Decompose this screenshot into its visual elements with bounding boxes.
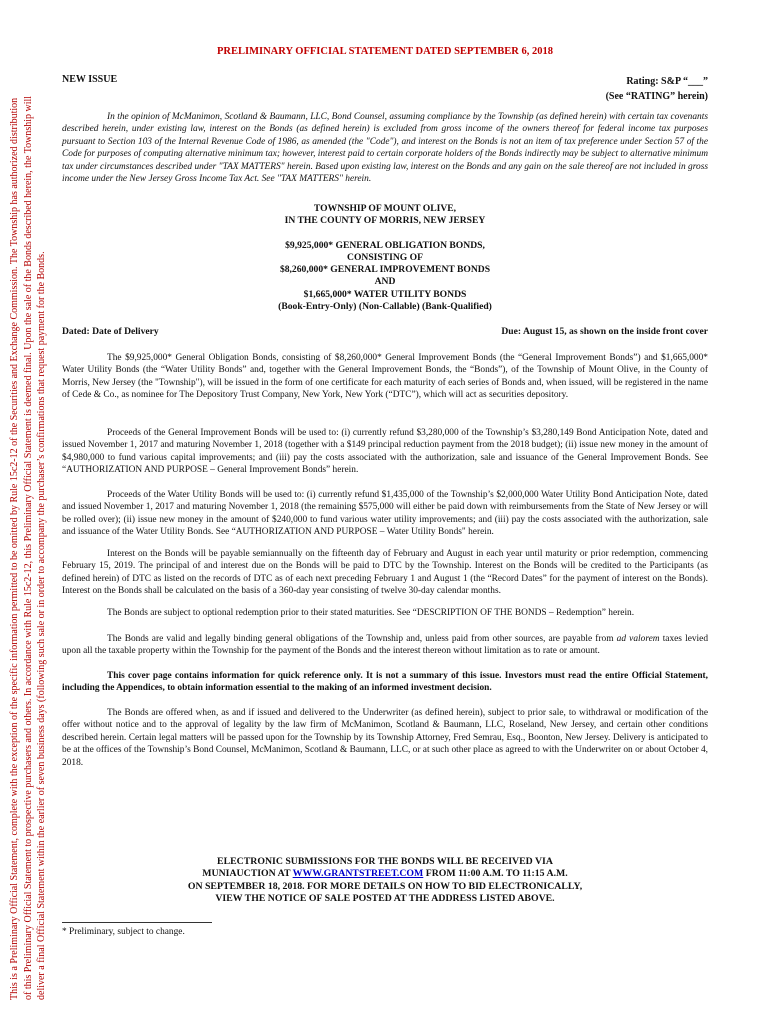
paragraph-interest: Interest on the Bonds will be payable semiannually on the fifteenth day of February and August in each year until maturity or prior redemption, commencing February 15, 2019. The principal of and interest due on the Bonds will be paid to DTC by the Township. Interest on the Bonds will be credited to the Participants (as defined herein) of DTC as listed on the records of DTC as of each next preceding February 1 and August 1 (the “Record Dates” for the payment of interest on the Bonds). Interest on the Bonds shall be calculated on the basis of a 360-day year consisting of twelve 30-day calendar months. [62, 549, 708, 597]
issue-title-block [62, 203, 708, 313]
rating-reference: (See “RATING” herein) [605, 91, 708, 102]
electronic-line-2-start: MUNIAUCTION AT [202, 868, 293, 880]
document-page [62, 0, 708, 1024]
due-label: Due: August 15, as shown on the inside front cover [501, 326, 708, 337]
general-improvement-bonds: $8,260,000* GENERAL IMPROVEMENT BONDS [279, 264, 491, 276]
paragraph-quick-reference-notice: This cover page contains information for quick reference only. It is not a summary of this issue. Investors must read the entire Official Statement, including the Appendices, to obtain information essential to the making of an informed investment decision. [62, 671, 708, 694]
footnote-divider [62, 922, 212, 923]
paragraph-general-improvement-proceeds: Proceeds of the General Improvement Bonds will be used to: (i) currently refund $3,280,000 of the Township’s $3,280,149 Bond Anticipation Note, dated and issued November 1, 2017 and maturing November 1, 2018 (together with a $149 principal reduction payment from the 2018 budget); (ii) issue new money in the amount of $4,980,000 to fund various capital improvements; and (iii) pay the costs associated with the authorization, sale and issuance of the General Improvement Bonds. See “AUTHORIZATION AND PURPOSE – General Improvement Bonds” herein. [62, 428, 708, 476]
security-text-end: taxes levied upon all the taxable property within the Township for the payment of the Bonds and the interest thereon without limitation as to rate or amount. [62, 634, 709, 657]
ad-valorem-term: ad valorem [616, 634, 660, 644]
paragraph-bonds-description: The $9,925,000* General Obligation Bonds, consisting of $8,260,000* General Improvement Bonds (the “General Improvement Bonds”) and $1,665,000* Water Utility Bonds (the “Water Utility Bonds” and, together with the General Improvement Bonds, the “Bonds”), of the Township of Mount Olive, in the County of Morris, New Jersey (the "Township"), will be issued in the form of one certificate for each maturity of each series of Bonds and, when issued, will be registered in the name of Cede & Co., as nominee for The Depository Trust Company, New York, New York (“DTC”), which will act as securities depository. [62, 353, 708, 401]
rule-15c2-12-side-note [8, 30, 49, 1000]
township-name: TOWNSHIP OF MOUNT OLIVE, [313, 203, 457, 214]
preliminary-heading: PRELIMINARY OFFICIAL STATEMENT DATED SEPTEMBER 6, 2018 [217, 46, 553, 57]
footnote-preliminary: * Preliminary, subject to change. [62, 927, 185, 937]
general-obligation-bonds: $9,925,000* GENERAL OBLIGATION BONDS, [285, 239, 485, 251]
grantstreet-link[interactable]: WWW.GRANTSTREET.COM [292, 868, 424, 880]
electronic-line-2 [62, 868, 708, 880]
county-name: IN THE COUNTY OF MORRIS, NEW JERSEY [284, 215, 486, 227]
consisting-of: CONSISTING OF [347, 251, 423, 263]
rating-label: Rating: S&P “___” [626, 76, 708, 87]
and-label: AND [374, 276, 396, 288]
new-issue-label: NEW ISSUE [62, 74, 118, 85]
side-note-line-3: deliver a final Official Statement within the earlier of seven business days (following such sale or in order to accompany the purchaser’s confirmations that request payment for the Bonds. [36, 251, 48, 1000]
dated-label: Dated: Date of Delivery [62, 326, 159, 337]
bond-form: (Book-Entry-Only) (Non-Callable) (Bank-Qualified) [278, 301, 492, 313]
electronic-line-1: ELECTRONIC SUBMISSIONS FOR THE BONDS WILL BE RECEIVED VIA [217, 856, 553, 867]
water-utility-bonds: $1,665,000* WATER UTILITY BONDS [303, 288, 467, 300]
paragraph-offering: The Bonds are offered when, as and if issued and delivered to the Underwriter (as defined herein), subject to prior sale, to withdrawal or modification of the offer without notice and to the approval of legality by the law firm of McManimon, Scotland & Baumann, LLC, Roseland, New Jersey, and certain other conditions described herein. Certain legal matters will be passed upon for the Township by its Township Attorney, Fred Semrau, Esq., Boonton, New Jersey. Delivery is anticipated to be at the offices of the Township’s Bond Counsel, McManimon, Scotland & Baumann, LLC, or at such other place as agreed to with the Underwriter on or about October 4, 2018. [62, 708, 708, 768]
electronic-submissions-notice [62, 856, 708, 905]
electronic-line-3: ON SEPTEMBER 18, 2018. FOR MORE DETAILS ON HOW TO BID ELECTRONICALLY, [187, 880, 583, 892]
electronic-line-4: VIEW THE NOTICE OF SALE POSTED AT THE ADDRESS LISTED ABOVE. [215, 892, 555, 904]
side-note-line-1: This is a Preliminary Official Statement, complete with the exception of the specific information permitted to be omitted by Rule 15c2-12 of the Securities and Exchange Commission. The Township has authorized distribution [9, 97, 20, 1000]
bond-counsel-opinion: In the opinion of McManimon, Scotland & Baumann, LLC, Bond Counsel, assuming compliance by the Township (as defined herein) with certain tax covenants described herein, under existing law, interest on the Bonds (as defined herein) is excluded from gross income of the owners thereof for federal income tax purposes pursuant to Section 103 of the Internal Revenue Code of 1986, as amended (the "Code"), and interest on the Bonds is not an item of tax preference under Section 57 of the Code for purposes of computing alternative minimum tax; however, interest paid to certain corporate holders of the Bonds indirectly may be subject to alternative minimum tax under circumstances described under "TAX MATTERS" herein. Based upon existing law, interest on the Bonds and any gain on the sale thereof are not included in gross income under the New Jersey Gross Income Tax Act. See "TAX MATTERS" herein. [62, 112, 708, 185]
security-text-start: The Bonds are valid and legally binding general obligations of the Township and, unless paid from other sources, are payable from [107, 634, 617, 644]
electronic-line-2-end: FROM 11:00 A.M. TO 11:15 A.M. [423, 868, 568, 880]
side-note-line-2: of this Preliminary Official Statement to prospective purchasers and others. In accordance with Rule 15c2-12, this Preliminary Official Statement is deemed final. Upon the sale of the Bonds described herein, the Township will [22, 95, 34, 1000]
paragraph-water-utility-proceeds: Proceeds of the Water Utility Bonds will be used to: (i) currently refund $1,435,000 of the Township’s $2,000,000 Water Utility Bond Anticipation Note, dated and issued November 1, 2017 and maturing November 1, 2018 (the remaining $575,000 will either be paid down with reimbursements from the State of New Jersey or will be rolled over); (ii) issue new money in the amount of $240,000 to fund various water utility improvements; and (iii) pay the costs associated with the authorization, sale and issuance of the Water Utility Bonds. See “AUTHORIZATION AND PURPOSE – Water Utility Bonds" herein. [62, 490, 708, 538]
rating-block [606, 74, 708, 104]
paragraph-redemption: The Bonds are subject to optional redemption prior to their stated maturities. See “DESCRIPTION OF THE BONDS – Redemption” herein. [107, 608, 635, 618]
paragraph-security [62, 633, 708, 658]
